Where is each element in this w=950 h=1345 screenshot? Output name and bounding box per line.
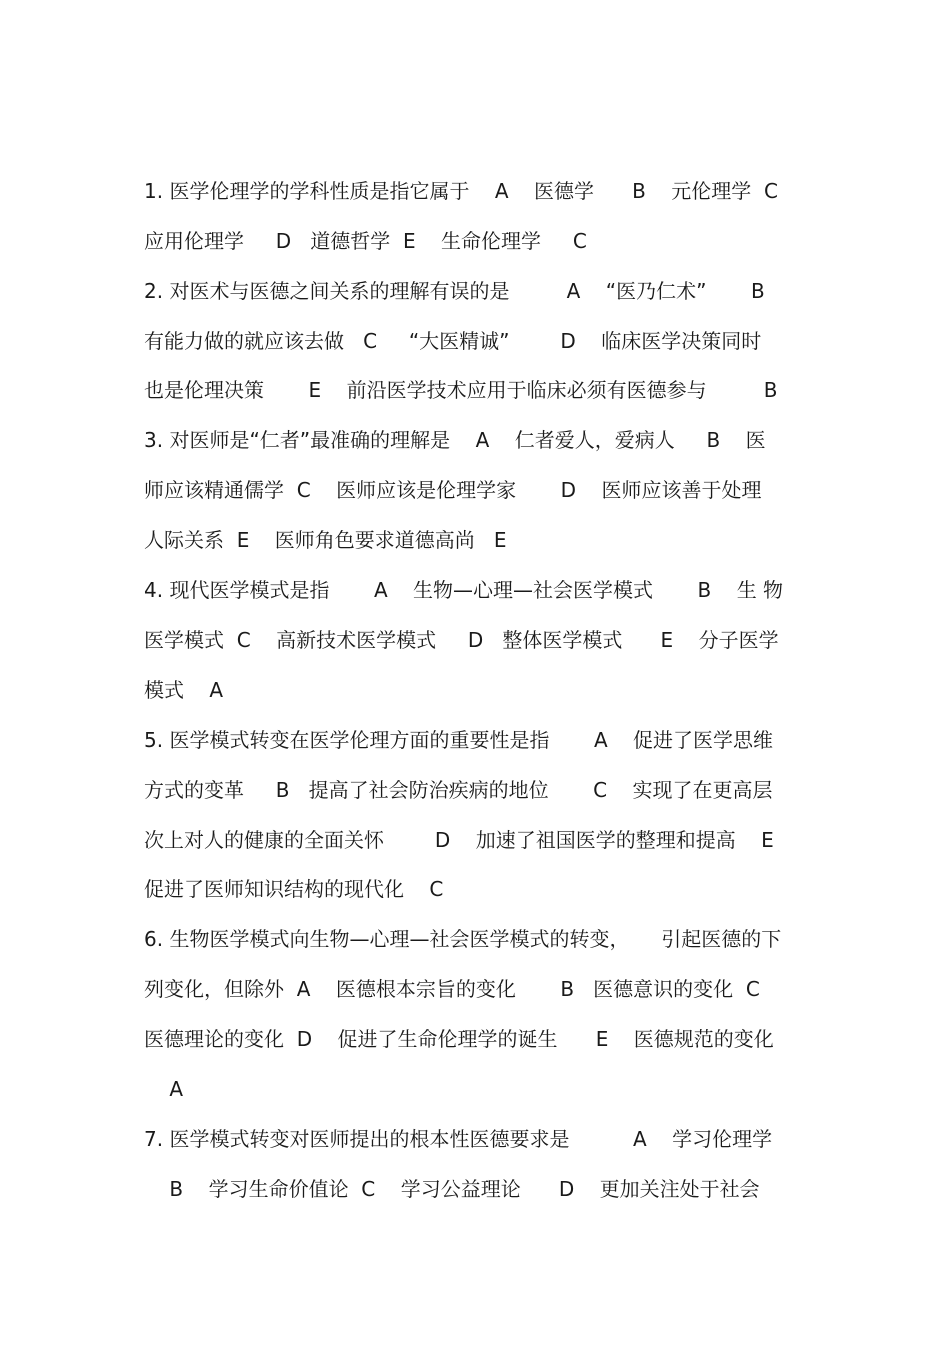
text-line: B 学习生命价值论 C 学习公益理论 D 更加关注处于社会 [144,1177,760,1201]
text-line: A [144,1077,184,1101]
text-line: 医德理论的变化 D 促进了生命伦理学的诞生 E 医德规范的变化 [144,1027,774,1051]
text-line: 方式的变革 B 提高了社会防治疾病的地位 C 实现了在更高层 [144,778,773,802]
text-line: 4. 现代医学模式是指 A 生物—心理—社会医学模式 B 生 物 [144,578,784,602]
text-line: 3. 对医师是“仁者”最准确的理解是 A 仁者爱人，爱病人 B 医 [144,428,766,452]
text-line: 2. 对医术与医德之间关系的理解有误的是 A “医乃仁术” B [144,279,765,303]
text-line: 模式 A [144,678,224,702]
text-line: 7. 医学模式转变对医师提出的根本性医德要求是 A 学习伦理学 [144,1127,773,1151]
text-line: 人际关系 E 医师角色要求道德高尚 E [144,528,507,552]
text-line: 促进了医师知识结构的现代化 C [144,877,444,901]
text-line: 5. 医学模式转变在医学伦理方面的重要性是指 A 促进了医学思维 [144,728,774,752]
text-line: 有能力做的就应该去做 C “大医精诚” D 临床医学决策同时 [144,329,762,353]
text-line: 1. 医学伦理学的学科性质是指它属于 A 医德学 B 元伦理学 C [144,179,778,203]
text-line: 6. 生物医学模式向生物—心理—社会医学模式的转变， 引起医德的下 [144,927,782,951]
text-line: 师应该精通儒学 C 医师应该是伦理学家 D 医师应该善于处理 [144,478,762,502]
text-line: 次上对人的健康的全面关怀 D 加速了祖国医学的整理和提高 E [144,828,774,852]
text-line: 也是伦理决策 E 前沿医学技术应用于临床必须有医德参与 B [144,378,778,402]
text-line: 列变化，但除外 A 医德根本宗旨的变化 B 医德意识的变化 C [144,977,760,1001]
text-line: 医学模式 C 高新技术医学模式 D 整体医学模式 E 分子医学 [144,628,779,652]
text-line: 应用伦理学 D 道德哲学 E 生命伦理学 C [144,229,587,253]
